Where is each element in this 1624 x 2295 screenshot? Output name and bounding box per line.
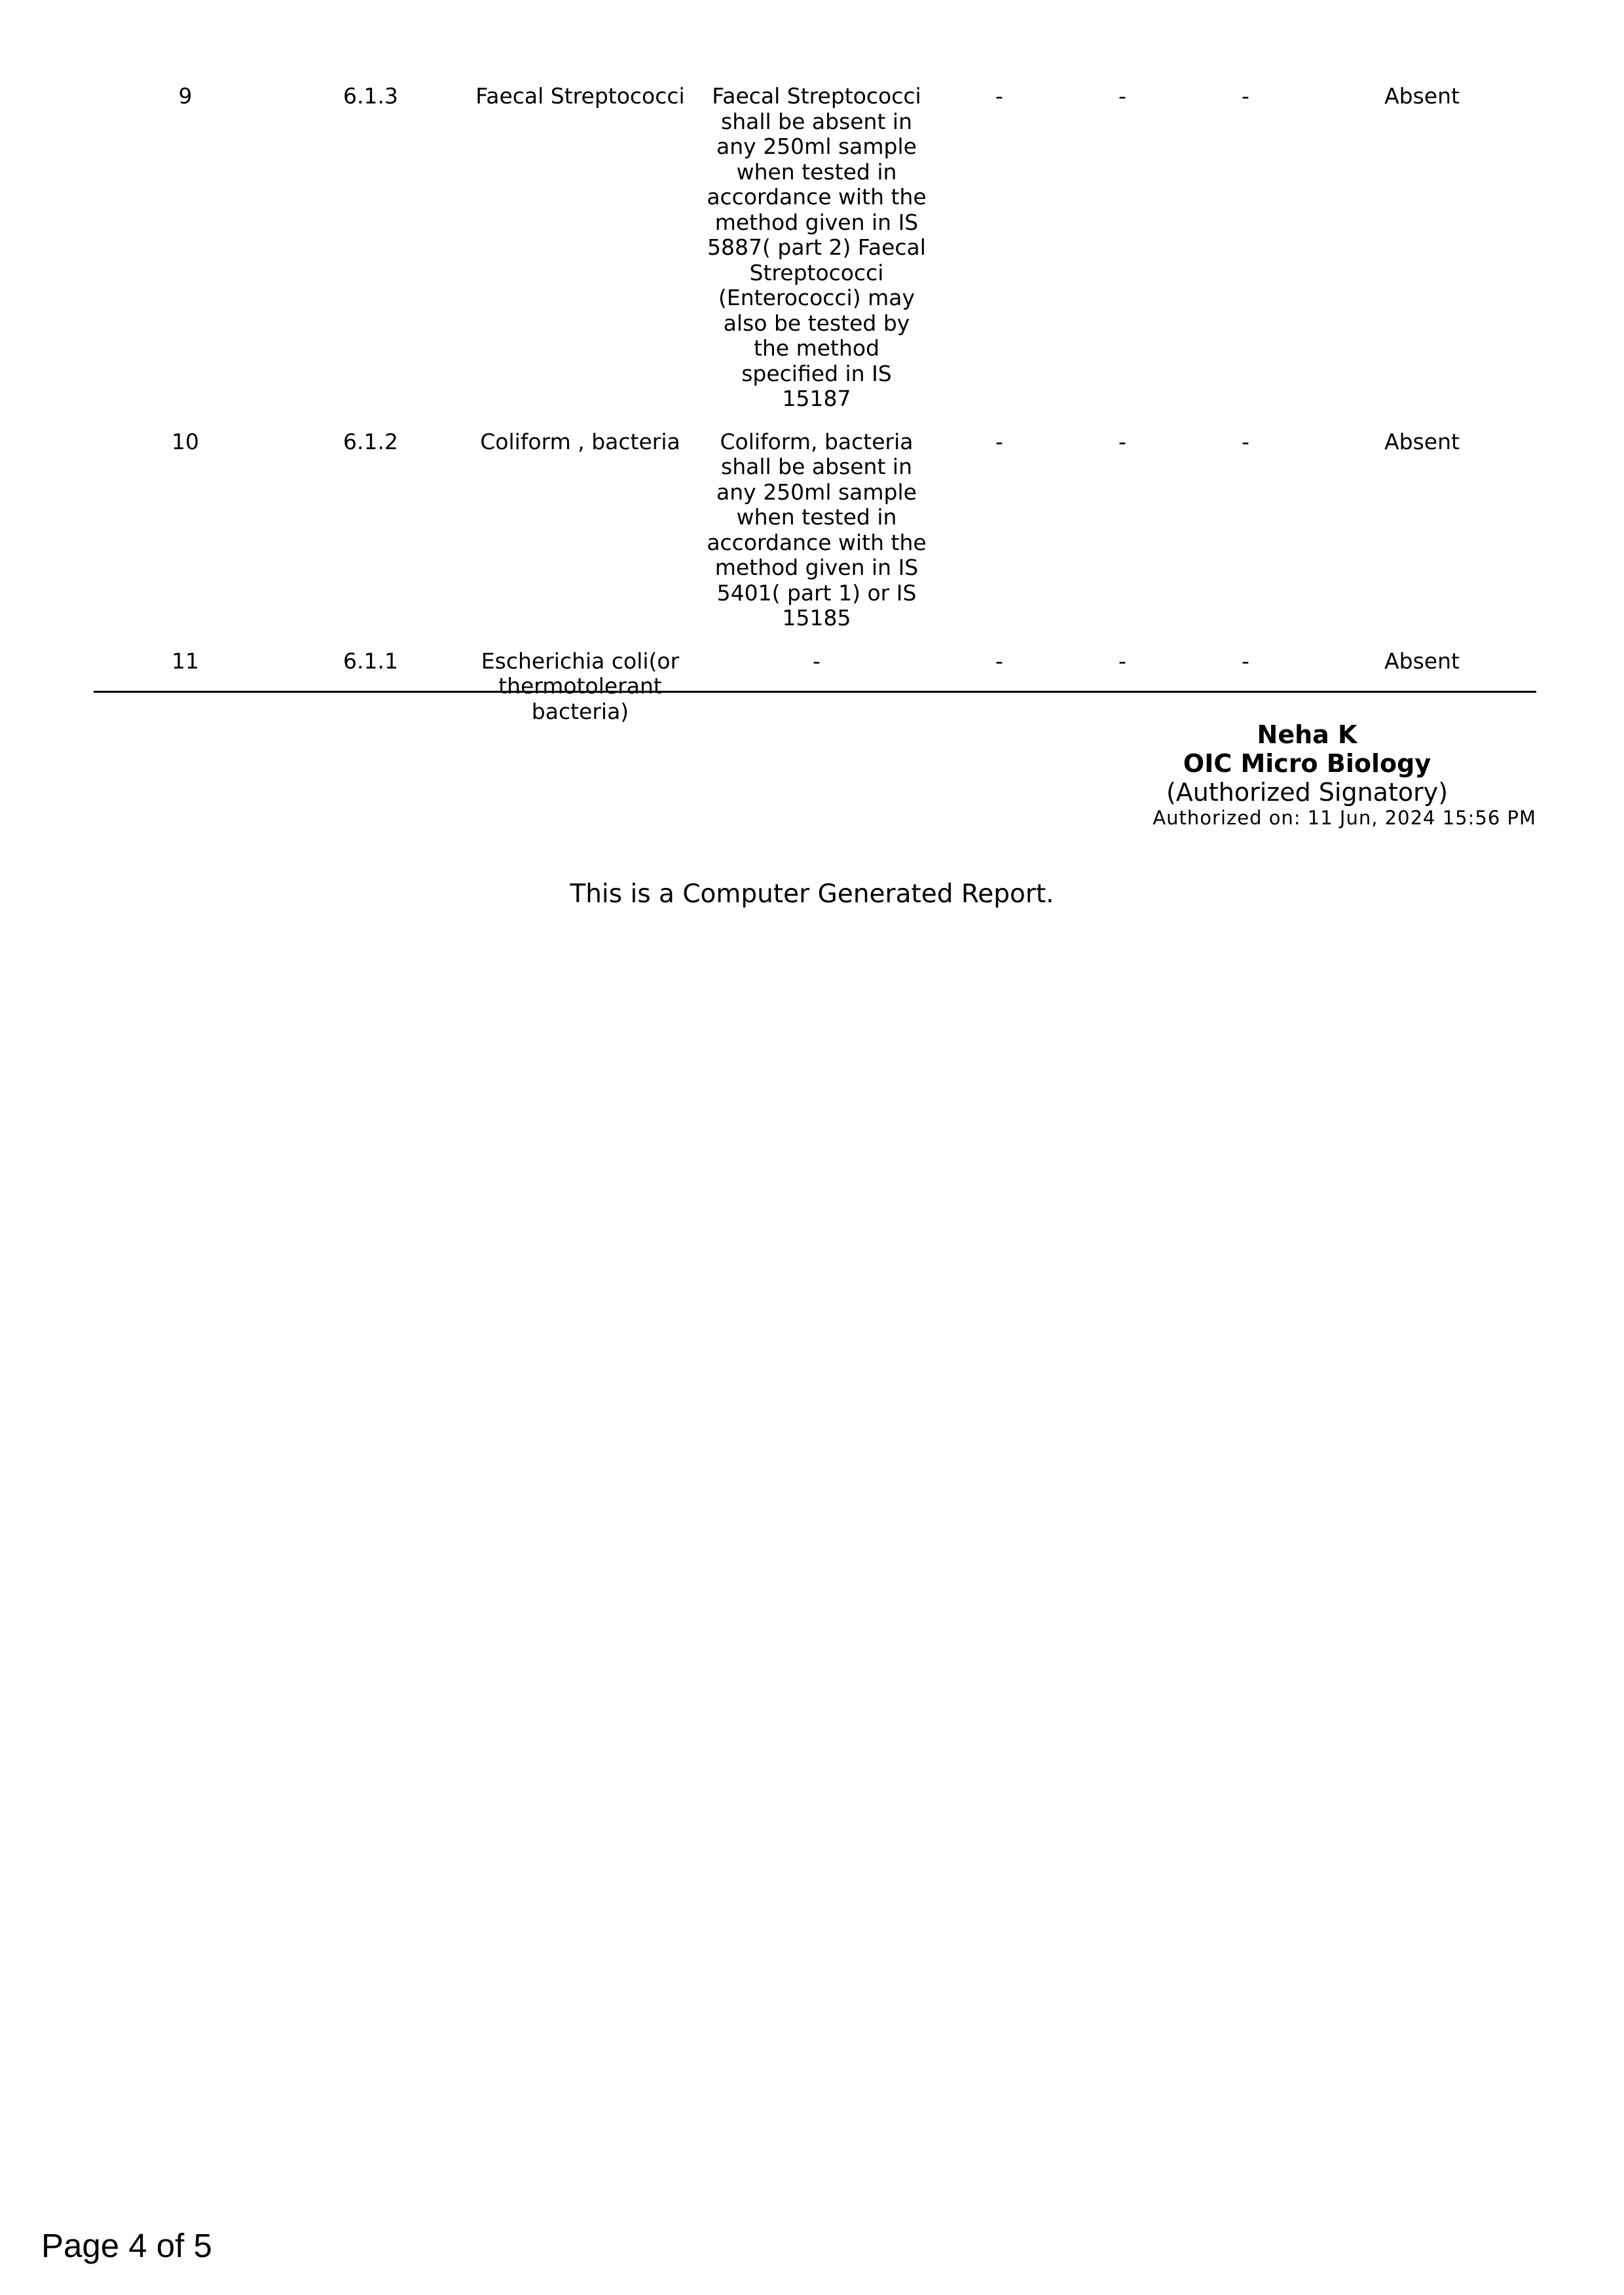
- requirement-cell: Coliform, bacteria shall be absent in any 250ml sample when tested in accordance with the method given in IS 5401( part 1) or IS 15185: [707, 428, 927, 631]
- result-cell: Absent: [1384, 83, 1460, 109]
- value-cell: -: [995, 83, 1003, 109]
- value-cell: -: [1118, 648, 1126, 674]
- value-cell: -: [1242, 83, 1249, 109]
- parameter-cell: Faecal Streptococci: [475, 83, 685, 109]
- value-cell: -: [1118, 428, 1126, 454]
- signatory-name: Neha K: [1257, 720, 1357, 749]
- signatory-role: (Authorized Signatory): [1166, 778, 1449, 807]
- value-cell: -: [1118, 83, 1126, 109]
- value-cell: -: [995, 428, 1003, 454]
- serial-number-cell: 11: [172, 648, 199, 674]
- result-cell: Absent: [1384, 428, 1460, 454]
- clause-cell: 6.1.1: [343, 648, 398, 674]
- table-bottom-divider: [94, 691, 1536, 693]
- signatory-block: [1078, 720, 1536, 829]
- clause-cell: 6.1.2: [343, 428, 398, 454]
- value-cell: -: [995, 648, 1003, 674]
- result-cell: Absent: [1384, 648, 1460, 674]
- parameter-cell: Coliform , bacteria: [480, 428, 680, 454]
- clause-cell: 6.1.3: [343, 83, 398, 109]
- serial-number-cell: 9: [178, 83, 193, 109]
- requirement-cell: -: [813, 648, 821, 674]
- computer-generated-note: This is a Computer Generated Report.: [570, 879, 1054, 909]
- requirement-cell: Faecal Streptococci shall be absent in any 250ml sample when tested in accordance with the method given in IS 5887( part 2) Faecal Streptococci (Enterococci) may also be tested by the method specified in IS 15187: [707, 83, 927, 411]
- parameter-cell: Escherichia coli(or thermotolerant bacteria): [481, 648, 680, 724]
- authorization-timestamp: Authorized on: 11 Jun, 2024 15:56 PM: [1153, 807, 1536, 829]
- results-table: [94, 84, 1536, 731]
- signatory-title: OIC Micro Biology: [1183, 749, 1431, 778]
- value-cell: -: [1242, 428, 1249, 454]
- table-row: [94, 430, 1536, 649]
- value-cell: -: [1242, 648, 1249, 674]
- serial-number-cell: 10: [172, 428, 199, 454]
- page-number: Page 4 of 5: [41, 2227, 212, 2264]
- table-row: [94, 649, 1536, 731]
- table-row: [94, 84, 1536, 430]
